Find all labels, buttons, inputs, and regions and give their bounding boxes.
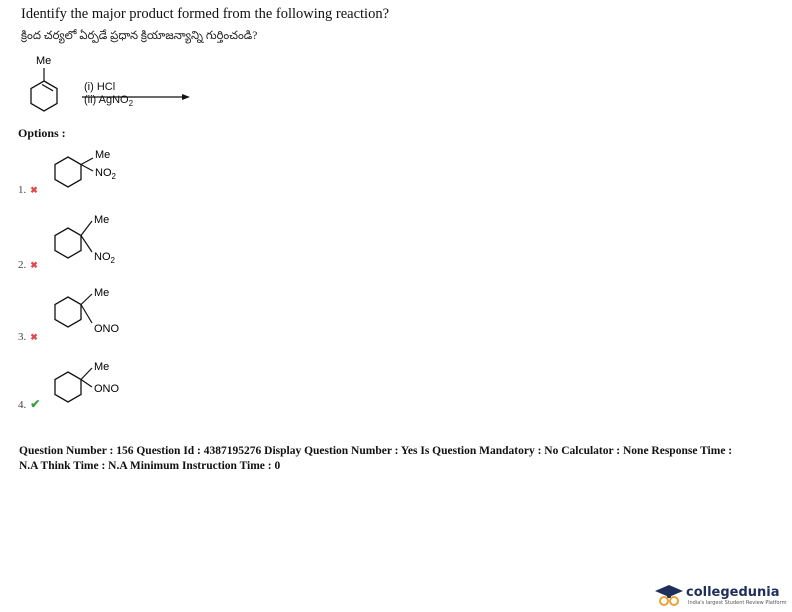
wrong-mark-icon: ✖: [30, 260, 38, 270]
option-3-bottom: ONO: [94, 323, 120, 335]
question-info-line1: Question Number : 156 Question Id : 4387195276 Display Question Number : Yes Is Question Mandatory : No Calculator : None Response Time :: [19, 445, 733, 457]
option-2-bottom: $NO_2$: [94, 251, 115, 265]
logo-name: collegedunia: [686, 585, 780, 600]
option-1-label: 1. ✖: [18, 184, 38, 196]
option-3-structure: [50, 285, 140, 345]
options-label: Options :: [18, 126, 66, 140]
question-title-telugu: క్రింద చర్యలో ఏర్పడే ప్రధాన క్రియాజన్యాన్ని గుర్తించండి?: [21, 30, 258, 42]
reagent-step2: (ii) AgNO$_2$: [84, 94, 134, 109]
reaction-substituent: Me: [36, 55, 52, 67]
option-4-structure: [50, 358, 140, 408]
option-4-label: 4. ✔: [18, 397, 41, 411]
option-1-top: Me: [95, 149, 111, 161]
option-3-top: Me: [94, 287, 110, 299]
option-3-label: 3. ✖: [18, 331, 38, 343]
question-info-line2: N.A Think Time : N.A Minimum Instruction Time : 0: [19, 460, 281, 472]
option-2-top: Me: [94, 214, 110, 226]
option-4-top: Me: [94, 361, 110, 373]
question-info: [19, 444, 779, 474]
option-1-bottom: $NO_2$: [95, 167, 116, 181]
question-title: Identify the major product formed from the following reaction?: [21, 6, 390, 22]
collegedunia-logo-icon: [654, 583, 684, 607]
reaction-reagents: [84, 81, 133, 110]
wrong-mark-icon: ✖: [30, 185, 38, 195]
correct-mark-icon: ✔: [30, 397, 41, 411]
option-4-bottom: ONO: [94, 383, 120, 395]
wrong-mark-icon: ✖: [30, 332, 38, 342]
option-1-structure: [50, 145, 140, 200]
reagent-step1: (i) HCl: [84, 81, 116, 93]
option-2-structure: [50, 210, 140, 270]
logo-tagline: India's largest Student Review Platform: [688, 600, 787, 606]
option-2-label: 2. ✖: [18, 259, 38, 271]
